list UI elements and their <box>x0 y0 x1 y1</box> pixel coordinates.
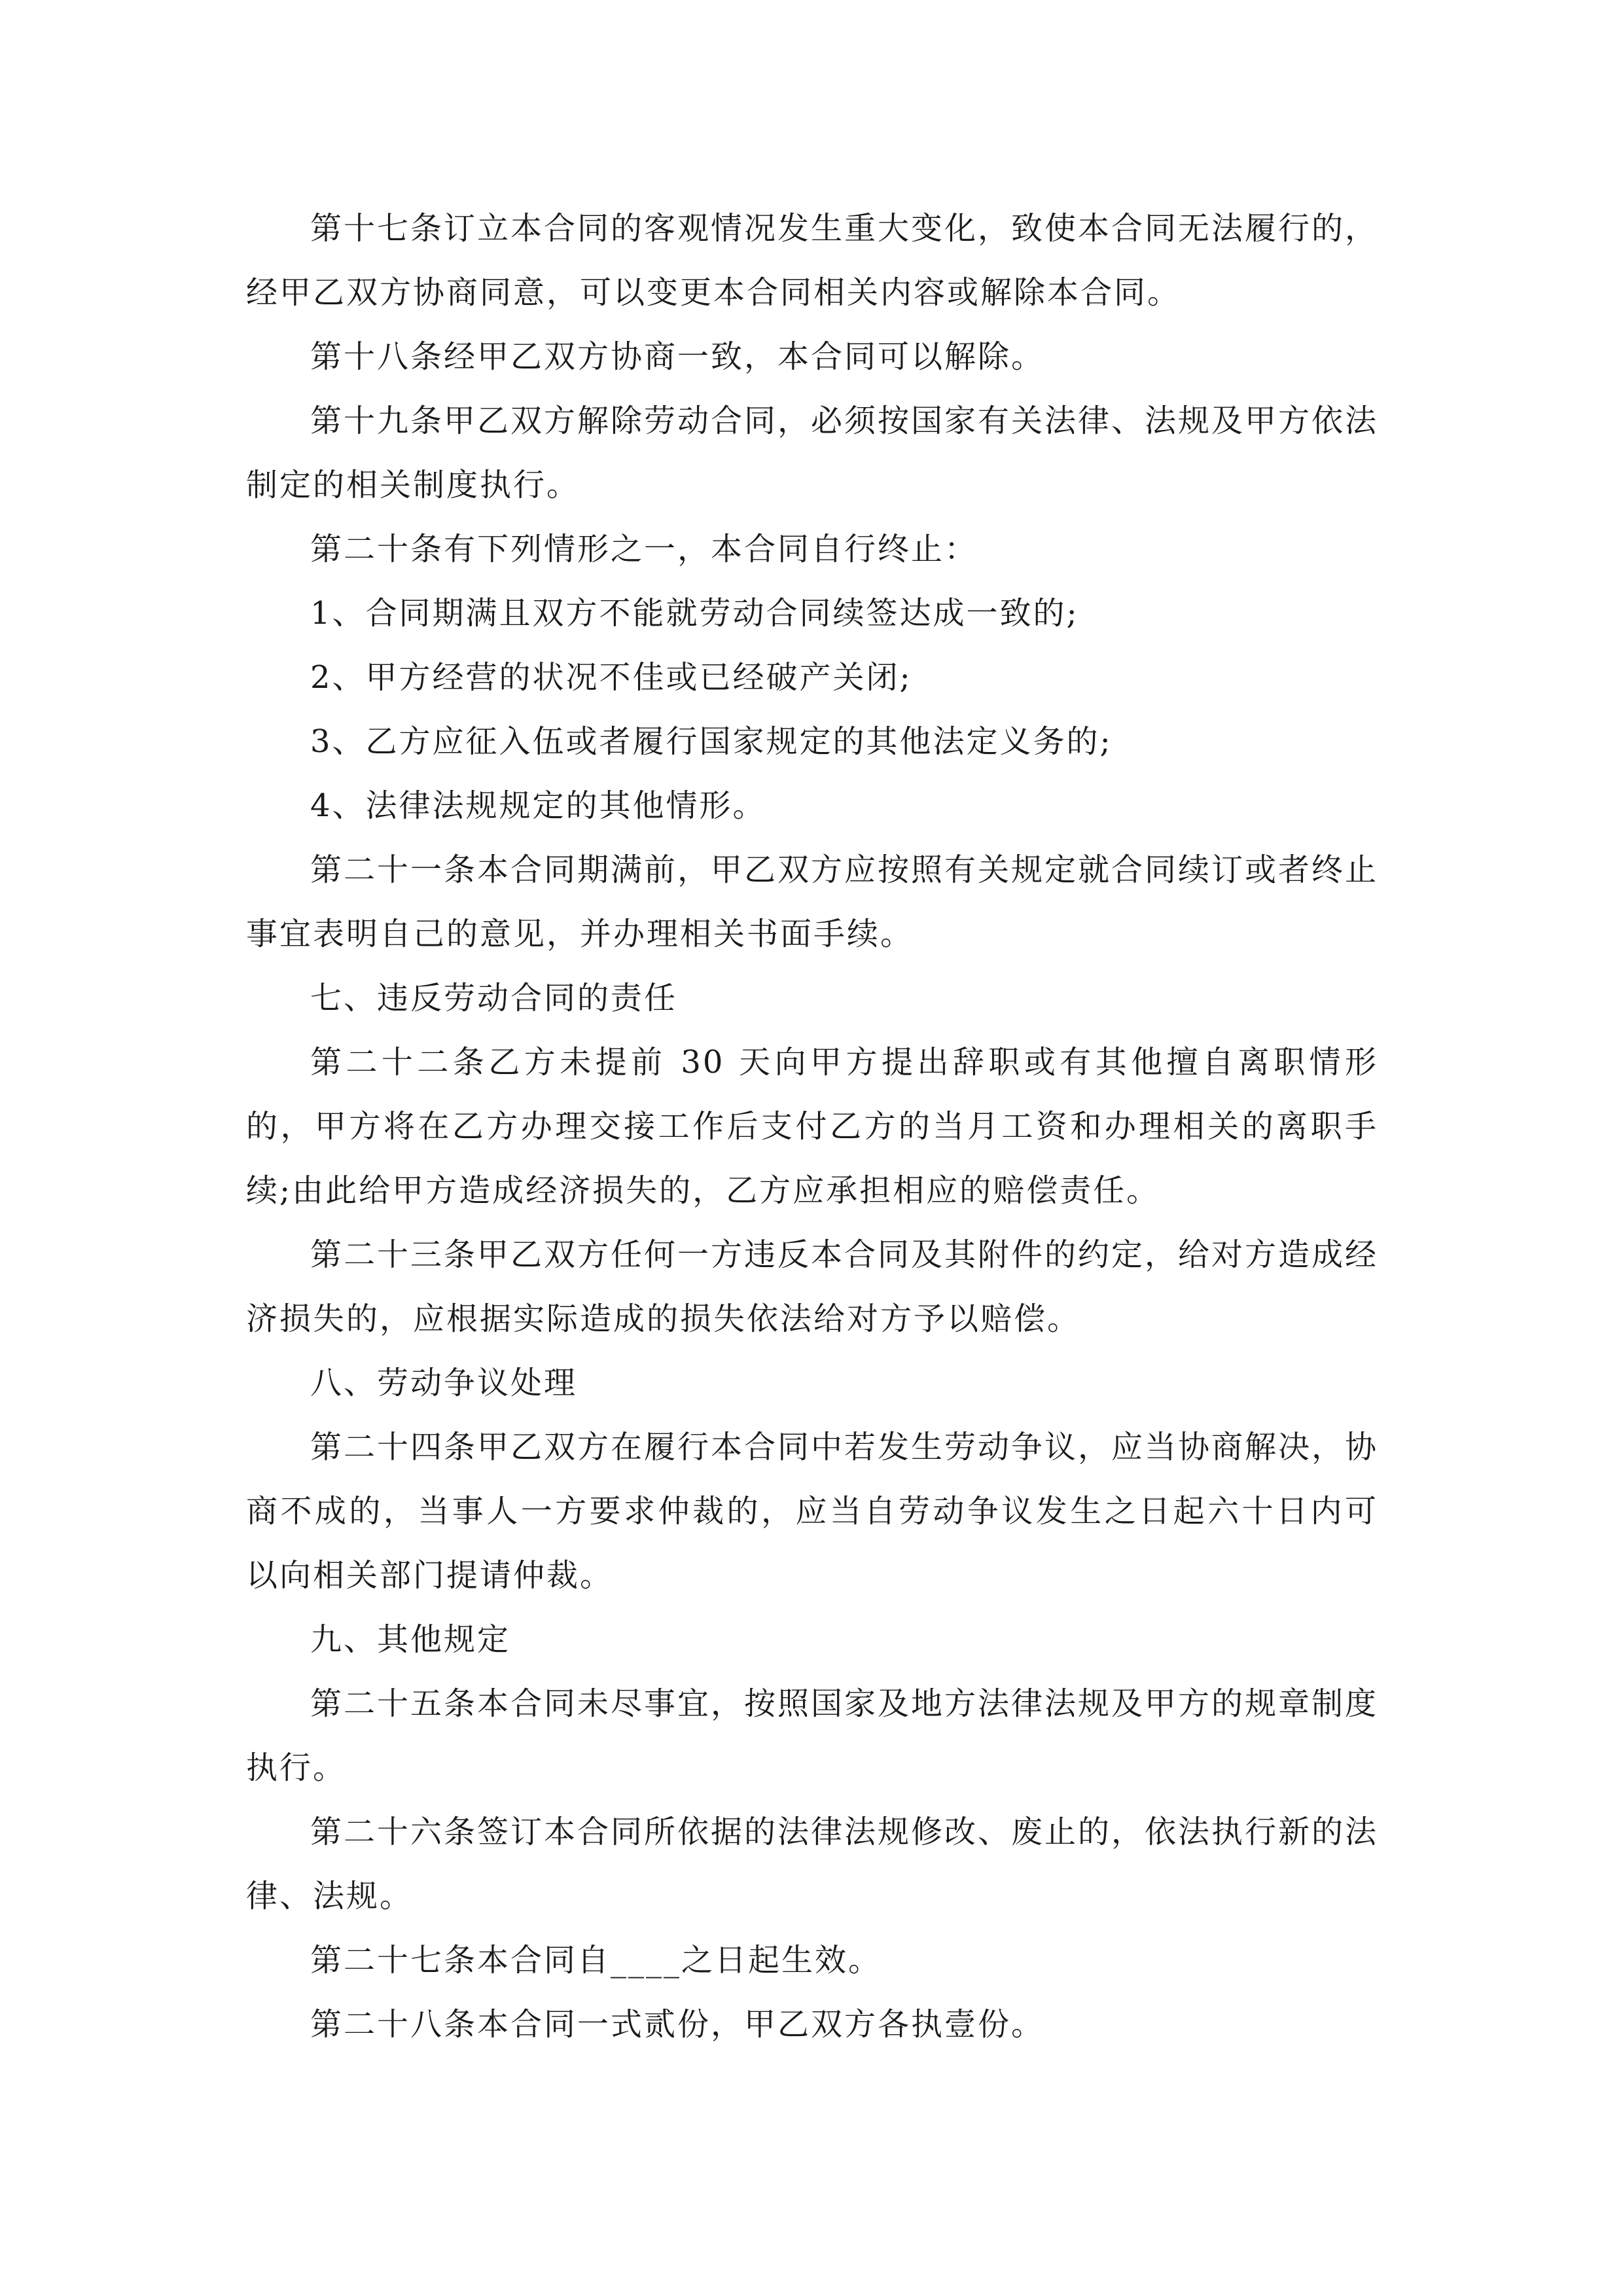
paragraph-article-20: 第二十条有下列情形之一，本合同自行终止： <box>310 531 978 567</box>
document-body <box>246 196 1378 2056</box>
paragraph-article-23: 第二十三条甲乙双方任何一方违反本合同及其附件的约定，给对方造成经济损失的，应根据实际造成的损失依法给对方予以赔偿。 <box>246 1236 1379 1337</box>
list-item-3: 3、乙方应征入伍或者履行国家规定的其他法定义务的; <box>310 723 1113 760</box>
paragraph-article-17: 第十七条订立本合同的客观情况发生重大变化，致使本合同无法履行的，经甲乙双方协商同意，可以变更本合同相关内容或解除本合同。 <box>246 210 1379 311</box>
list-item-2: 2、甲方经营的状况不佳或已经破产关闭; <box>310 659 912 696</box>
paragraph-article-27: 第二十七条本合同自____之日起生效。 <box>310 1942 882 1979</box>
paragraph-article-26: 第二十六条签订本合同所依据的法律法规修改、废止的，依法执行新的法律、法规。 <box>246 1814 1379 1914</box>
section-heading-8: 八、劳动争议处理 <box>310 1365 578 1401</box>
paragraph-article-18: 第十八条经甲乙双方协商一致，本合同可以解除。 <box>310 338 1045 375</box>
list-item-1: 1、合同期满且双方不能就劳动合同续签达成一致的; <box>310 595 1079 632</box>
section-heading-9: 九、其他规定 <box>310 1621 511 1658</box>
section-heading-7: 七、违反劳动合同的责任 <box>310 980 678 1016</box>
paragraph-article-25: 第二十五条本合同未尽事宜，按照国家及地方法律法规及甲方的规章制度执行。 <box>246 1685 1379 1786</box>
list-item-4: 4、法律法规规定的其他情形。 <box>310 787 766 824</box>
paragraph-article-19: 第十九条甲乙双方解除劳动合同，必须按国家有关法律、法规及甲方依法制定的相关制度执行。 <box>246 403 1379 503</box>
paragraph-article-21: 第二十一条本合同期满前，甲乙双方应按照有关规定就合同续订或者终止事宜表明自己的意见，并办理相关书面手续。 <box>246 852 1379 952</box>
paragraph-article-24: 第二十四条甲乙双方在履行本合同中若发生劳动争议，应当协商解决，协商不成的，当事人一方要求仲裁的，应当自劳动争议发生之日起六十日内可以向相关部门提请仲裁。 <box>246 1429 1379 1594</box>
paragraph-article-22: 第二十二条乙方未提前 30 天向甲方提出辞职或有其他擅自离职情形的，甲方将在乙方办理交接工作后支付乙方的当月工资和办理相关的离职手续;由此给甲方造成经济损失的，乙方应承担相应的赔偿责任。 <box>246 1044 1378 1209</box>
paragraph-article-28: 第二十八条本合同一式贰份，甲乙双方各执壹份。 <box>310 2006 1045 2043</box>
